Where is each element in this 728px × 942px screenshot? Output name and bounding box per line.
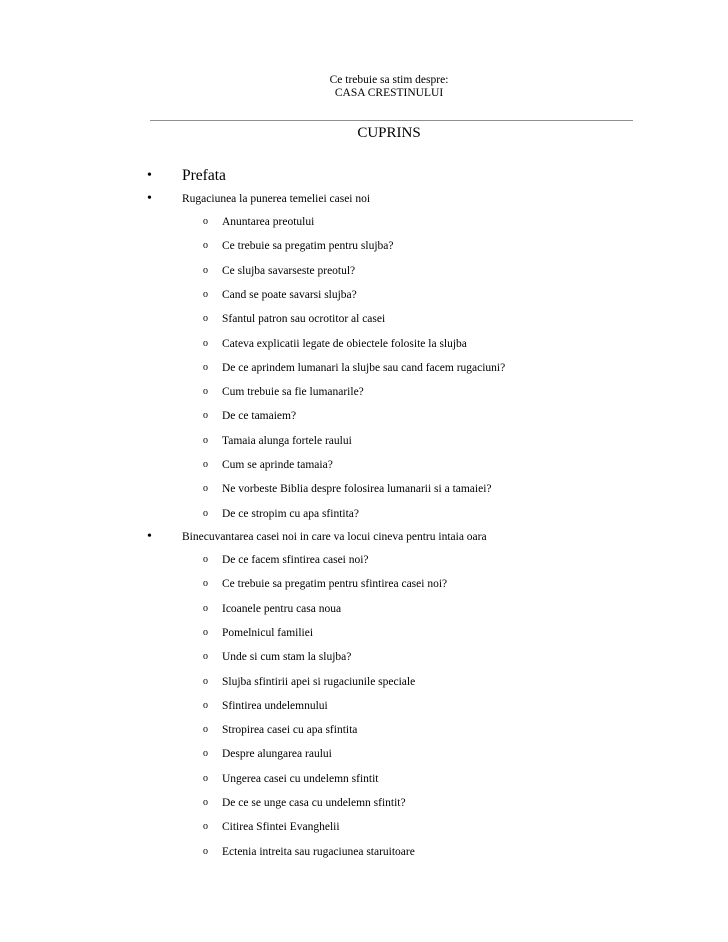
toc-subitem-label: Ectenia intreita sau rugaciunea staruitoare [222, 845, 415, 858]
toc-subitem-label: Sfantul patron sau ocrotitor al casei [222, 313, 386, 326]
circle-bullet-icon: o [203, 845, 208, 857]
toc-subitem-label: Icoanele pentru casa noua [222, 602, 342, 615]
circle-bullet-icon: o [203, 386, 208, 398]
circle-bullet-icon: o [203, 216, 208, 227]
toc-subitem-label: Cateva explicatii legate de obiectele folosite la slujba [222, 337, 467, 350]
circle-bullet-icon: o [203, 748, 208, 760]
circle-bullet-icon: o [203, 313, 208, 325]
toc-subitem-label: Citirea Sfintei Evanghelii [222, 821, 340, 834]
toc-subitem-label: Ce trebuie sa pregatim pentru slujba? [222, 240, 394, 253]
circle-bullet-icon: o [203, 337, 208, 349]
header-line-2: CASA CRESTINULUI [334, 87, 444, 99]
header-line-1: Ce trebuie sa stim despre: [329, 74, 449, 86]
circle-bullet-icon: o [203, 264, 208, 276]
circle-bullet-icon: o [203, 459, 208, 470]
toc-section-label: Binecuvantarea casei noi in care va locui cineva pentru intaia oara [182, 531, 487, 543]
circle-bullet-icon: o [203, 483, 208, 495]
toc-subitem-label: Unde si cum stam la slujba? [222, 651, 352, 664]
toc-title: CUPRINS [357, 125, 421, 141]
circle-bullet-icon: o [203, 602, 208, 614]
toc-subitem-label: Cum se aprinde tamaia? [222, 459, 333, 471]
circle-bullet-icon: o [203, 288, 208, 300]
toc-subitem-label: Ce slujba savarseste preotul? [222, 264, 356, 277]
circle-bullet-icon: o [203, 626, 208, 638]
toc-subitem-label: Ce trebuie sa pregatim pentru sfintirea casei noi? [222, 578, 448, 591]
bullet-icon: • [147, 529, 152, 544]
circle-bullet-icon: o [203, 699, 208, 711]
bullet-icon: • [147, 168, 152, 183]
circle-bullet-icon: o [203, 434, 208, 446]
circle-bullet-icon: o [203, 797, 208, 808]
toc-subitem-label: De ce aprindem lumanari la slujbe sau cand facem rugaciuni? [222, 361, 506, 374]
toc-subitem-label: De ce stropim cu apa sfintita? [222, 507, 359, 520]
bullet-icon: • [147, 191, 152, 206]
toc-subitem-label: Cand se poate savarsi slujba? [222, 288, 357, 301]
circle-bullet-icon: o [203, 578, 208, 590]
toc-subitem-label: Despre alungarea raului [222, 748, 332, 761]
circle-bullet-icon: o [203, 724, 208, 736]
circle-bullet-icon: o [203, 554, 208, 565]
toc-subitem-label: Anuntarea preotului [222, 216, 315, 228]
toc-subitem-label: Sfintirea undelemnului [222, 699, 328, 712]
circle-bullet-icon: o [203, 410, 208, 422]
toc-subitem-label: Ungerea casei cu undelemn sfintit [222, 772, 379, 785]
circle-bullet-icon: o [203, 772, 208, 784]
toc-section-label: Rugaciunea la punerea temeliei casei noi [182, 193, 371, 205]
toc-subitem-label: Tamaia alunga fortele raului [222, 434, 352, 447]
toc-section-label: Prefata [182, 167, 226, 184]
circle-bullet-icon: o [203, 240, 208, 252]
circle-bullet-icon: o [203, 821, 208, 833]
circle-bullet-icon: o [203, 651, 208, 663]
toc-subitem-label: De ce tamaiem? [222, 410, 297, 423]
toc-subitem-label: De ce se unge casa cu undelemn sfintit? [222, 797, 406, 809]
toc-subitem-label: Stropirea casei cu apa sfintita [222, 724, 358, 737]
circle-bullet-icon: o [203, 507, 208, 519]
toc-subitem-label: De ce facem sfintirea casei noi? [222, 554, 369, 566]
circle-bullet-icon: o [203, 675, 208, 687]
toc-subitem-label: Pomelnicul familiei [222, 626, 314, 639]
toc-subitem-label: Cum trebuie sa fie lumanarile? [222, 386, 364, 399]
toc-subitem-label: Slujba sfintirii apei si rugaciunile speciale [222, 675, 416, 688]
circle-bullet-icon: o [203, 361, 208, 373]
toc-subitem-label: Ne vorbeste Biblia despre folosirea lumanarii si a tamaiei? [222, 483, 492, 496]
